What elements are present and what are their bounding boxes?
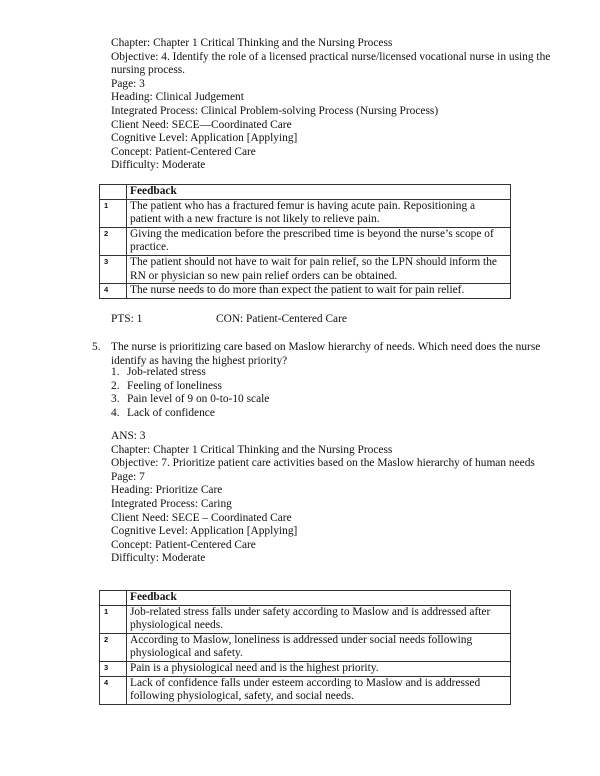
row-feedback: According to Maslow, loneliness is addressed under social needs following physiological and safety.: [127, 633, 511, 661]
answer-line: ANS: 3: [111, 430, 146, 442]
row-number: 1: [100, 605, 127, 633]
feedback-table-2: [99, 590, 511, 705]
feedback-table-1: [99, 184, 511, 299]
row-feedback: The nurse needs to do more than expect the patient to wait for pain relief.: [127, 284, 511, 299]
option-number: 2.: [111, 379, 120, 392]
difficulty-line: Difficulty: Moderate: [111, 552, 206, 565]
con-value: CON: Patient-Centered Care: [216, 313, 347, 325]
page-line: Page: 3: [111, 77, 145, 90]
table-row: [100, 661, 511, 676]
row-feedback: Pain is a physiological need and is the highest priority.: [127, 661, 511, 676]
option-text: Lack of confidence: [127, 406, 215, 419]
objective-line: Objective: 7. Prioritize patient care activities based on the Maslow hierarchy of human needs: [111, 457, 535, 470]
option-number: 3.: [111, 393, 120, 406]
row-feedback: The patient should not have to wait for pain relief, so the LPN should inform the RN or physician so new pain relief orders can be obtained.: [127, 255, 511, 283]
table-row: [100, 676, 511, 704]
table-row: [100, 255, 511, 283]
row-number: 3: [100, 661, 127, 676]
feedback-header: Feedback: [127, 185, 511, 200]
integrated-process-line: Integrated Process: Clinical Problem-solving Process (Nursing Process): [111, 104, 439, 117]
table-row: [100, 227, 511, 255]
cognitive-level-line: Cognitive Level: Application [Applying]: [111, 525, 298, 538]
row-number: 3: [100, 255, 127, 283]
table-row: [100, 605, 511, 633]
option-text: Job-related stress: [127, 366, 206, 378]
option-item: [111, 393, 269, 407]
table-row: [100, 633, 511, 661]
concept-line: Concept: Patient-Centered Care: [111, 538, 256, 551]
chapter-line: Chapter: Chapter 1 Critical Thinking and the Nursing Process: [111, 37, 393, 49]
table-row: [100, 284, 511, 299]
objective-line: Objective: 4. Identify the role of a licensed practical nurse/licensed vocational nurse in using the nursing process.: [111, 50, 551, 77]
question-5: [92, 341, 542, 368]
heading-line: Heading: Prioritize Care: [111, 484, 223, 497]
row-feedback: Lack of confidence falls under esteem according to Maslow and is addressed following physiological, safety, and social needs.: [127, 676, 511, 704]
row-feedback: Giving the medication before the prescribed time is beyond the nurse’s scope of practice.: [127, 227, 511, 255]
row-feedback: Job-related stress falls under safety according to Maslow and is addressed after physiological needs.: [127, 605, 511, 633]
option-number: 1.: [111, 366, 120, 378]
row-number: 4: [100, 284, 127, 299]
chapter-line: Chapter: Chapter 1 Critical Thinking and the Nursing Process: [111, 443, 393, 456]
option-item: [111, 380, 269, 394]
row-feedback: The patient who has a fractured femur is having acute pain. Repositioning a patient with a new fracture is not likely to relieve pain.: [127, 199, 511, 227]
option-number: 4.: [111, 406, 120, 419]
client-need-line: Client Need: SECE – Coordinated Care: [111, 511, 292, 524]
client-need-line: Client Need: SECE—Coordinated Care: [111, 118, 292, 131]
row-number: 4: [100, 676, 127, 704]
row-number: 2: [100, 633, 127, 661]
feedback-header: Feedback: [127, 591, 511, 606]
heading-line: Heading: Clinical Judgement: [111, 91, 244, 104]
question-text: The nurse is prioritizing care based on Maslow hierarchy of needs. Which need does the nurse identify as having the highest priority?: [111, 341, 541, 367]
table-row: [100, 199, 511, 227]
cognitive-level-line: Cognitive Level: Application [Applying]: [111, 132, 298, 145]
integrated-process-line: Integrated Process: Caring: [111, 497, 232, 510]
difficulty-line: Difficulty: Moderate: [111, 159, 206, 172]
concept-line: Concept: Patient-Centered Care: [111, 145, 256, 158]
question-number: 5.: [92, 341, 101, 353]
option-item: [111, 366, 269, 380]
table-header-row: [100, 185, 511, 200]
row-number: 2: [100, 227, 127, 255]
option-text: Feeling of loneliness: [127, 379, 222, 392]
row-number: 1: [100, 199, 127, 227]
answer-options: [111, 366, 269, 420]
page-line: Page: 7: [111, 470, 145, 483]
metadata-block-1: [111, 37, 556, 173]
table-header-row: [100, 591, 511, 606]
pts-con-line: [111, 313, 347, 327]
option-text: Pain level of 9 on 0-to-10 scale: [127, 393, 270, 406]
option-item: [111, 407, 269, 421]
metadata-block-2: [111, 430, 556, 566]
pts-value: PTS: 1: [111, 313, 143, 325]
